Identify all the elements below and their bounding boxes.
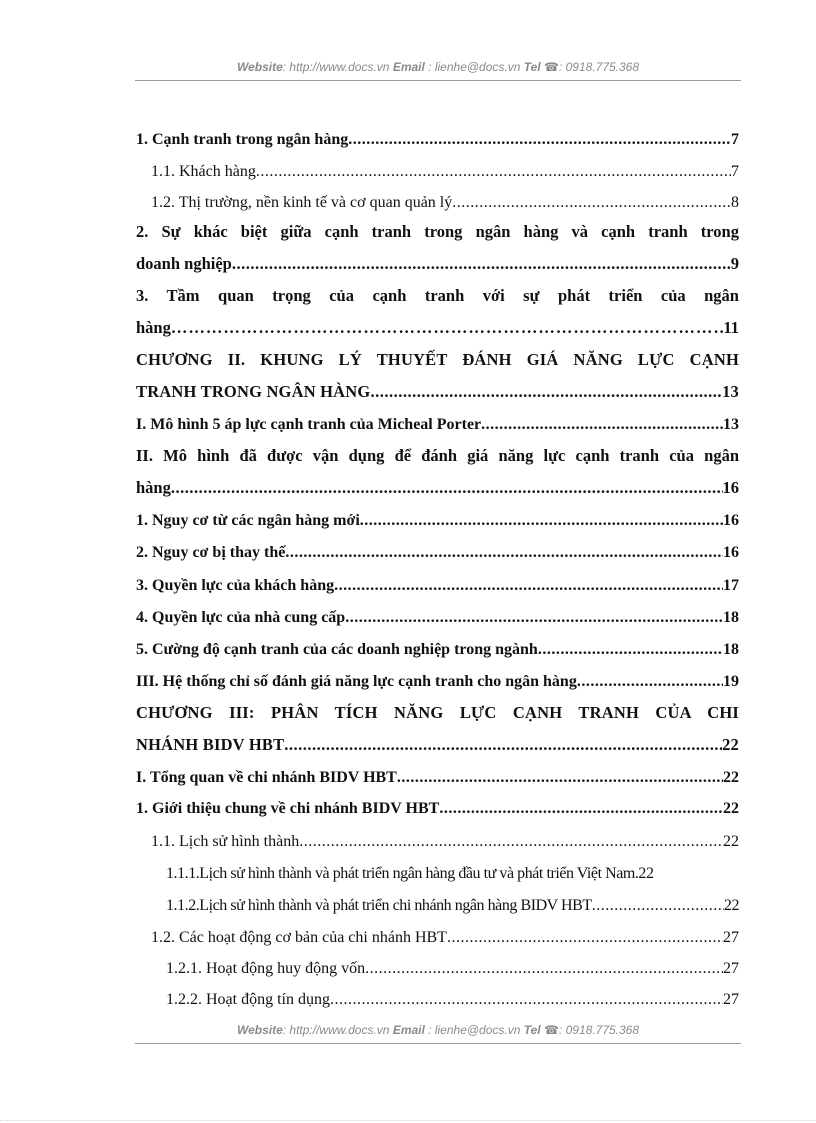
toc-entry[interactable]: 1.1. Lịch sử hình thành ..... 22 — [151, 832, 739, 852]
toc-entry[interactable]: I. Tổng quan về chi nhánh BIDV HBT ..... 22 — [136, 768, 739, 788]
toc-entry[interactable]: 1.2. Các hoạt động cơ bản của chi nhánh HBT ..... 27 — [151, 928, 739, 948]
header-website-value: : http://www.docs.vn — [282, 60, 390, 74]
header-tel-value: : 0918.775.368 — [558, 60, 640, 74]
footer-tel-value: : 0918.775.368 — [558, 1023, 640, 1037]
toc-entry[interactable]: 1.1. Khách hàng ..... 7 — [151, 162, 739, 182]
footer-email-value: : lienhe@docs.vn — [428, 1023, 521, 1037]
header-website-label: Website — [236, 60, 283, 74]
toc-entry[interactable]: 1.2.1. Hoạt động huy động vốn ..... 27 — [166, 959, 739, 979]
toc-entry[interactable]: CHƯƠNG II. KHUNG LÝ THUYẾT ĐÁNH GIÁ NĂNG LỰC CẠNH TRANH TRONG NGÂN HÀNG ..... 13 — [136, 350, 739, 402]
toc-entry[interactable]: 1.1.1.Lịch sử hình thành và phát triển ngân hàng đầu tư và phát triển Việt Nam. 22 — [166, 865, 654, 882]
toc-entry[interactable]: 1.1.2.Lịch sử hình thành và phát triển chi nhánh ngân hàng BIDV HBT ..... 22 — [166, 896, 739, 916]
toc-entry[interactable]: 3. Tầm quan trọng của cạnh tranh với sự phát triển của ngân hàng ……………………………………………………………………………………………………………………………………………… 11 — [136, 286, 739, 338]
page-footer — [135, 1023, 741, 1037]
toc-entry[interactable]: 1. Nguy cơ từ các ngân hàng mới ..... 16 — [136, 511, 739, 531]
toc-entry[interactable]: III. Hệ thống chỉ số đánh giá năng lực cạnh tranh cho ngân hàng ..... 19 — [136, 672, 739, 692]
toc-entry[interactable]: 2. Sự khác biệt giữa cạnh tranh trong ngân hàng và cạnh tranh trong doanh nghiệp ..... 9 — [136, 222, 739, 274]
footer-website-value: : http://www.docs.vn — [282, 1023, 390, 1037]
header-rule — [135, 80, 741, 81]
toc-entry[interactable]: CHƯƠNG III: PHÂN TÍCH NĂNG LỰC CẠNH TRANH CỦA CHI NHÁNH BIDV HBT ..... 22 — [136, 703, 739, 755]
toc-entry[interactable]: 5. Cường độ cạnh tranh của các doanh nghiệp trong ngành ..... 18 — [136, 640, 739, 660]
header-tel-label: Tel — [523, 60, 541, 74]
header-email-label: Email — [392, 60, 425, 74]
toc-entry[interactable]: 1. Giới thiệu chung về chi nhánh BIDV HBT ..... 22 — [136, 799, 739, 819]
toc-entry[interactable]: 4. Quyền lực của nhà cung cấp ..... 18 — [136, 608, 739, 628]
phone-icon: ☎ — [544, 1023, 559, 1037]
toc-entry[interactable]: II. Mô hình đã được vận dụng để đánh giá năng lực cạnh tranh của ngân hàng ..... 16 — [136, 446, 739, 498]
toc-entry[interactable]: 3. Quyền lực của khách hàng ..... 17 — [136, 576, 739, 596]
footer-website-label: Website — [236, 1023, 283, 1037]
page-header — [135, 60, 741, 74]
page-break-divider — [0, 1120, 816, 1121]
toc-entry[interactable]: 2. Nguy cơ bị thay thế ..... 16 — [136, 543, 739, 563]
toc-entry[interactable]: 1.2.2. Hoạt động tín dụng ..... 27 — [166, 990, 739, 1010]
footer-rule — [135, 1043, 741, 1044]
toc-entry[interactable]: 1. Cạnh tranh trong ngân hàng ..... 7 — [136, 130, 739, 150]
phone-icon: ☎ — [544, 60, 559, 74]
header-email-value: : lienhe@docs.vn — [428, 60, 521, 74]
toc-entry[interactable]: 1.2. Thị trường, nền kinh tế và cơ quan quản lý ..... 8 — [151, 193, 739, 213]
footer-tel-label: Tel — [523, 1023, 541, 1037]
footer-email-label: Email — [392, 1023, 425, 1037]
toc-entry[interactable]: I. Mô hình 5 áp lực cạnh tranh của Micheal Porter ..... 13 — [136, 415, 739, 435]
